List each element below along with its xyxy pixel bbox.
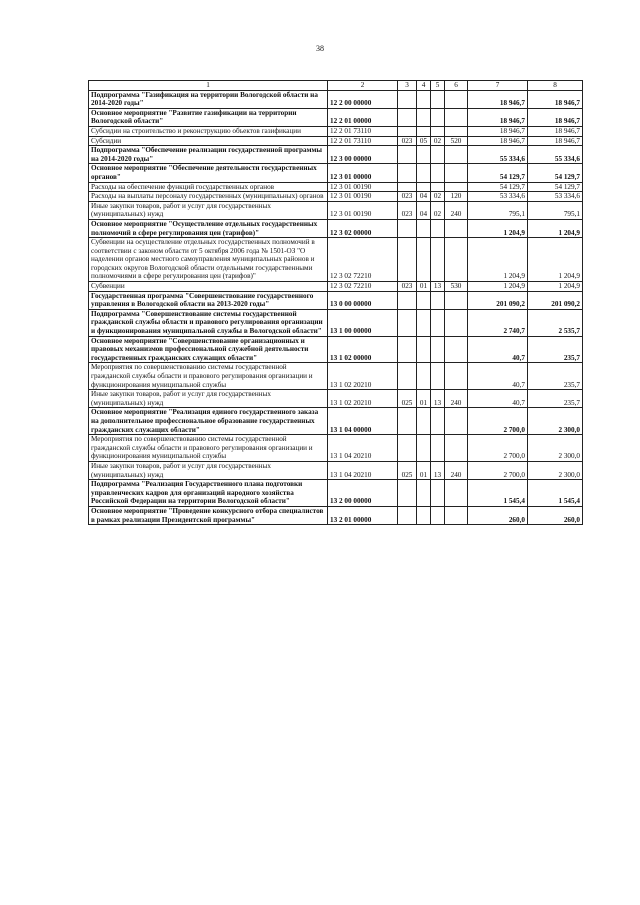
amount-year1-cell: 2 740,7 xyxy=(468,309,528,336)
section-code-cell xyxy=(417,291,431,309)
table-row xyxy=(89,390,583,408)
subsection-code-cell: 02 xyxy=(431,201,445,219)
row-name-cell: Мероприятия по совершенствованию системы государственной гражданской службы области и правового регулирования организации и функционирования муниципальной службы xyxy=(89,363,328,390)
row-name-cell: Основное мероприятие "Реализация единого государственного заказа на дополнительное профессиональное образование государственных гражданских служащих области" xyxy=(89,408,328,435)
amount-year2-cell: 235,7 xyxy=(528,336,583,363)
expense-type-cell xyxy=(445,336,468,363)
target-code-cell: 12 2 01 73110 xyxy=(328,136,398,146)
section-code-cell: 05 xyxy=(417,136,431,146)
target-code-cell: 13 1 00 00000 xyxy=(328,309,398,336)
target-code-cell: 12 3 00 00000 xyxy=(328,146,398,164)
header-cell-1: 1 xyxy=(89,81,328,91)
section-code-cell xyxy=(417,238,431,282)
table-row xyxy=(89,435,583,462)
amount-year1-cell: 54 129,7 xyxy=(468,164,528,182)
admin-code-cell xyxy=(398,238,417,282)
expense-type-cell xyxy=(445,408,468,435)
target-code-cell: 12 3 02 72210 xyxy=(328,238,398,282)
amount-year1-cell: 201 090,2 xyxy=(468,291,528,309)
section-code-cell xyxy=(417,336,431,363)
row-name-cell: Расходы на выплаты персоналу государственных (муниципальных) органов xyxy=(89,192,328,202)
amount-year2-cell: 235,7 xyxy=(528,363,583,390)
expense-type-cell: 520 xyxy=(445,136,468,146)
expense-type-cell xyxy=(445,219,468,237)
header-cell-3: 3 xyxy=(398,81,417,91)
admin-code-cell xyxy=(398,480,417,507)
amount-year1-cell: 18 946,7 xyxy=(468,126,528,136)
amount-year1-cell: 18 946,7 xyxy=(468,136,528,146)
admin-code-cell: 023 xyxy=(398,136,417,146)
amount-year2-cell: 54 129,7 xyxy=(528,164,583,182)
expense-type-cell: 240 xyxy=(445,201,468,219)
expense-type-cell xyxy=(445,363,468,390)
amount-year1-cell: 1 204,9 xyxy=(468,282,528,292)
target-code-cell: 12 2 00 00000 xyxy=(328,90,398,108)
header-cell-7: 7 xyxy=(468,81,528,91)
target-code-cell: 13 1 02 20210 xyxy=(328,390,398,408)
expense-type-cell xyxy=(445,291,468,309)
admin-code-cell xyxy=(398,336,417,363)
amount-year2-cell: 260,0 xyxy=(528,506,583,524)
row-name-cell: Основное мероприятие "Проведение конкурсного отбора специалистов в рамках реализации Президентской программы" xyxy=(89,506,328,524)
row-name-cell: Иные закупки товаров, работ и услуг для государственных (муниципальных) нужд xyxy=(89,461,328,479)
target-code-cell: 12 3 01 00190 xyxy=(328,201,398,219)
subsection-code-cell: 02 xyxy=(431,192,445,202)
admin-code-cell xyxy=(398,506,417,524)
amount-year2-cell: 235,7 xyxy=(528,390,583,408)
subsection-code-cell: 02 xyxy=(431,136,445,146)
subsection-code-cell xyxy=(431,309,445,336)
budget-table xyxy=(88,80,583,525)
header-cell-5: 5 xyxy=(431,81,445,91)
expense-type-cell xyxy=(445,309,468,336)
expense-type-cell: 240 xyxy=(445,461,468,479)
table-row xyxy=(89,336,583,363)
target-code-cell: 12 2 01 73110 xyxy=(328,126,398,136)
table-row xyxy=(89,164,583,182)
target-code-cell: 13 1 04 00000 xyxy=(328,408,398,435)
section-code-cell xyxy=(417,219,431,237)
amount-year2-cell: 2 300,0 xyxy=(528,408,583,435)
target-code-cell: 13 2 00 00000 xyxy=(328,480,398,507)
amount-year1-cell: 1 545,4 xyxy=(468,480,528,507)
amount-year2-cell: 55 334,6 xyxy=(528,146,583,164)
subsection-code-cell xyxy=(431,182,445,192)
header-cell-2: 2 xyxy=(328,81,398,91)
section-code-cell xyxy=(417,182,431,192)
amount-year2-cell: 201 090,2 xyxy=(528,291,583,309)
row-name-cell: Основное мероприятие "Обеспечение деятельности государственных органов" xyxy=(89,164,328,182)
amount-year2-cell: 18 946,7 xyxy=(528,108,583,126)
target-code-cell: 13 1 02 00000 xyxy=(328,336,398,363)
amount-year2-cell: 1 204,9 xyxy=(528,238,583,282)
amount-year2-cell: 18 946,7 xyxy=(528,136,583,146)
row-name-cell: Подпрограмма "Газификация на территории Вологодской области на 2014-2020 годы" xyxy=(89,90,328,108)
section-code-cell: 04 xyxy=(417,192,431,202)
section-code-cell xyxy=(417,408,431,435)
section-code-cell xyxy=(417,363,431,390)
subsection-code-cell: 13 xyxy=(431,461,445,479)
table-row xyxy=(89,506,583,524)
table-row xyxy=(89,192,583,202)
admin-code-cell xyxy=(398,219,417,237)
admin-code-cell xyxy=(398,291,417,309)
row-name-cell: Подпрограмма "Обеспечение реализации государственной программы на 2014-2020 годы" xyxy=(89,146,328,164)
amount-year2-cell: 2 300,0 xyxy=(528,461,583,479)
amount-year1-cell: 55 334,6 xyxy=(468,146,528,164)
subsection-code-cell xyxy=(431,219,445,237)
row-name-cell: Мероприятия по совершенствованию системы государственной гражданской службы области и правового регулирования организации и функционирования муниципальной службы xyxy=(89,435,328,462)
target-code-cell: 12 3 02 00000 xyxy=(328,219,398,237)
row-name-cell: Подпрограмма "Реализация Государственного плана подготовки управленческих кадров для организаций народного хозяйства Российской Федерации на территории Вологодской области" xyxy=(89,480,328,507)
subsection-code-cell xyxy=(431,108,445,126)
amount-year2-cell: 2 535,7 xyxy=(528,309,583,336)
target-code-cell: 13 1 04 20210 xyxy=(328,435,398,462)
table-row xyxy=(89,238,583,282)
admin-code-cell xyxy=(398,363,417,390)
target-code-cell: 12 3 01 00190 xyxy=(328,192,398,202)
table-row xyxy=(89,282,583,292)
amount-year1-cell: 40,7 xyxy=(468,363,528,390)
subsection-code-cell: 13 xyxy=(431,390,445,408)
row-name-cell: Иные закупки товаров, работ и услуг для государственных (муниципальных) нужд xyxy=(89,390,328,408)
table-row xyxy=(89,201,583,219)
admin-code-cell xyxy=(398,309,417,336)
amount-year1-cell: 2 700,0 xyxy=(468,461,528,479)
amount-year1-cell: 40,7 xyxy=(468,336,528,363)
target-code-cell: 13 0 00 00000 xyxy=(328,291,398,309)
section-code-cell: 01 xyxy=(417,461,431,479)
section-code-cell: 01 xyxy=(417,390,431,408)
amount-year1-cell: 2 700,0 xyxy=(468,435,528,462)
header-cell-6: 6 xyxy=(445,81,468,91)
subsection-code-cell xyxy=(431,408,445,435)
subsection-code-cell xyxy=(431,506,445,524)
table-row xyxy=(89,146,583,164)
amount-year1-cell: 40,7 xyxy=(468,390,528,408)
amount-year1-cell: 1 204,9 xyxy=(468,219,528,237)
row-name-cell: Субсидии на строительство и реконструкцию объектов газификации xyxy=(89,126,328,136)
subsection-code-cell xyxy=(431,363,445,390)
table-row xyxy=(89,461,583,479)
expense-type-cell xyxy=(445,435,468,462)
expense-type-cell: 120 xyxy=(445,192,468,202)
amount-year1-cell: 18 946,7 xyxy=(468,108,528,126)
expense-type-cell xyxy=(445,90,468,108)
row-name-cell: Подпрограмма "Совершенствование системы государственной гражданской службы области и правового регулирования организации и функционирования муниципальной службы в Вологодской области" xyxy=(89,309,328,336)
target-code-cell: 12 2 01 00000 xyxy=(328,108,398,126)
section-code-cell: 01 xyxy=(417,282,431,292)
expense-type-cell xyxy=(445,238,468,282)
admin-code-cell: 023 xyxy=(398,201,417,219)
table-row xyxy=(89,408,583,435)
admin-code-cell: 023 xyxy=(398,192,417,202)
amount-year2-cell: 1 204,9 xyxy=(528,219,583,237)
amount-year2-cell: 18 946,7 xyxy=(528,90,583,108)
section-code-cell xyxy=(417,164,431,182)
row-name-cell: Субвенции xyxy=(89,282,328,292)
row-name-cell: Субсидии xyxy=(89,136,328,146)
section-code-cell xyxy=(417,108,431,126)
amount-year2-cell: 1 204,9 xyxy=(528,282,583,292)
row-name-cell: Расходы на обеспечение функций государственных органов xyxy=(89,182,328,192)
subsection-code-cell xyxy=(431,291,445,309)
amount-year2-cell: 2 300,0 xyxy=(528,435,583,462)
section-code-cell xyxy=(417,126,431,136)
section-code-cell xyxy=(417,309,431,336)
row-name-cell: Основное мероприятие "Развитие газификации на территории Вологодской области" xyxy=(89,108,328,126)
expense-type-cell: 240 xyxy=(445,390,468,408)
header-cell-4: 4 xyxy=(417,81,431,91)
amount-year1-cell: 2 700,0 xyxy=(468,408,528,435)
expense-type-cell xyxy=(445,108,468,126)
target-code-cell: 12 3 01 00000 xyxy=(328,164,398,182)
admin-code-cell xyxy=(398,435,417,462)
header-cell-8: 8 xyxy=(528,81,583,91)
section-code-cell xyxy=(417,146,431,164)
admin-code-cell xyxy=(398,126,417,136)
target-code-cell: 13 1 04 20210 xyxy=(328,461,398,479)
admin-code-cell xyxy=(398,90,417,108)
expense-type-cell xyxy=(445,182,468,192)
amount-year1-cell: 54 129,7 xyxy=(468,182,528,192)
target-code-cell: 13 2 01 00000 xyxy=(328,506,398,524)
row-name-cell: Государственная программа "Совершенствование государственного управления в Вологодской области на 2013-2020 годы" xyxy=(89,291,328,309)
table-row xyxy=(89,108,583,126)
subsection-code-cell xyxy=(431,90,445,108)
expense-type-cell xyxy=(445,126,468,136)
table-row xyxy=(89,309,583,336)
table-row xyxy=(89,90,583,108)
admin-code-cell xyxy=(398,408,417,435)
table-body xyxy=(89,90,583,525)
row-name-cell: Основное мероприятие "Осуществление отдельных государственных полномочий в сфере регулирования цен (тарифов)" xyxy=(89,219,328,237)
admin-code-cell xyxy=(398,146,417,164)
admin-code-cell: 025 xyxy=(398,461,417,479)
table-row xyxy=(89,126,583,136)
admin-code-cell xyxy=(398,108,417,126)
page-number: 38 xyxy=(316,44,324,53)
amount-year2-cell: 54 129,7 xyxy=(528,182,583,192)
admin-code-cell xyxy=(398,182,417,192)
subsection-code-cell xyxy=(431,435,445,462)
section-code-cell xyxy=(417,506,431,524)
row-name-cell: Основное мероприятие "Совершенствование организационных и правовых механизмов профессиональной служебной деятельности государственных гражданских служащих области" xyxy=(89,336,328,363)
target-code-cell: 13 1 02 20210 xyxy=(328,363,398,390)
expense-type-cell xyxy=(445,146,468,164)
table-row xyxy=(89,182,583,192)
amount-year2-cell: 53 334,6 xyxy=(528,192,583,202)
subsection-code-cell xyxy=(431,238,445,282)
amount-year2-cell: 795,1 xyxy=(528,201,583,219)
row-name-cell: Иные закупки товаров, работ и услуг для государственных (муниципальных) нужд xyxy=(89,201,328,219)
amount-year2-cell: 18 946,7 xyxy=(528,126,583,136)
subsection-code-cell xyxy=(431,146,445,164)
subsection-code-cell xyxy=(431,164,445,182)
amount-year1-cell: 260,0 xyxy=(468,506,528,524)
expense-type-cell: 530 xyxy=(445,282,468,292)
amount-year2-cell: 1 545,4 xyxy=(528,480,583,507)
table-row xyxy=(89,136,583,146)
section-code-cell: 04 xyxy=(417,201,431,219)
subsection-code-cell xyxy=(431,480,445,507)
header-row xyxy=(89,81,583,91)
table-row xyxy=(89,291,583,309)
expense-type-cell xyxy=(445,506,468,524)
section-code-cell xyxy=(417,90,431,108)
target-code-cell: 12 3 01 00190 xyxy=(328,182,398,192)
expense-type-cell xyxy=(445,480,468,507)
table-row xyxy=(89,480,583,507)
admin-code-cell xyxy=(398,164,417,182)
subsection-code-cell xyxy=(431,126,445,136)
admin-code-cell: 023 xyxy=(398,282,417,292)
section-code-cell xyxy=(417,435,431,462)
target-code-cell: 12 3 02 72210 xyxy=(328,282,398,292)
amount-year1-cell: 18 946,7 xyxy=(468,90,528,108)
table-row xyxy=(89,219,583,237)
row-name-cell: Субвенции на осуществление отдельных государственных полномочий в соответствии с законом области от 5 октября 2006 года № 1501-ОЗ "О наделении органов местного самоуправления муниципальных районов и городских округов Вологодской области отдельными государственными полномочиями в сфере регулирования цен (тарифов)" xyxy=(89,238,328,282)
amount-year1-cell: 1 204,9 xyxy=(468,238,528,282)
amount-year1-cell: 795,1 xyxy=(468,201,528,219)
subsection-code-cell xyxy=(431,336,445,363)
section-code-cell xyxy=(417,480,431,507)
amount-year1-cell: 53 334,6 xyxy=(468,192,528,202)
admin-code-cell: 025 xyxy=(398,390,417,408)
expense-type-cell xyxy=(445,164,468,182)
subsection-code-cell: 13 xyxy=(431,282,445,292)
table-row xyxy=(89,363,583,390)
